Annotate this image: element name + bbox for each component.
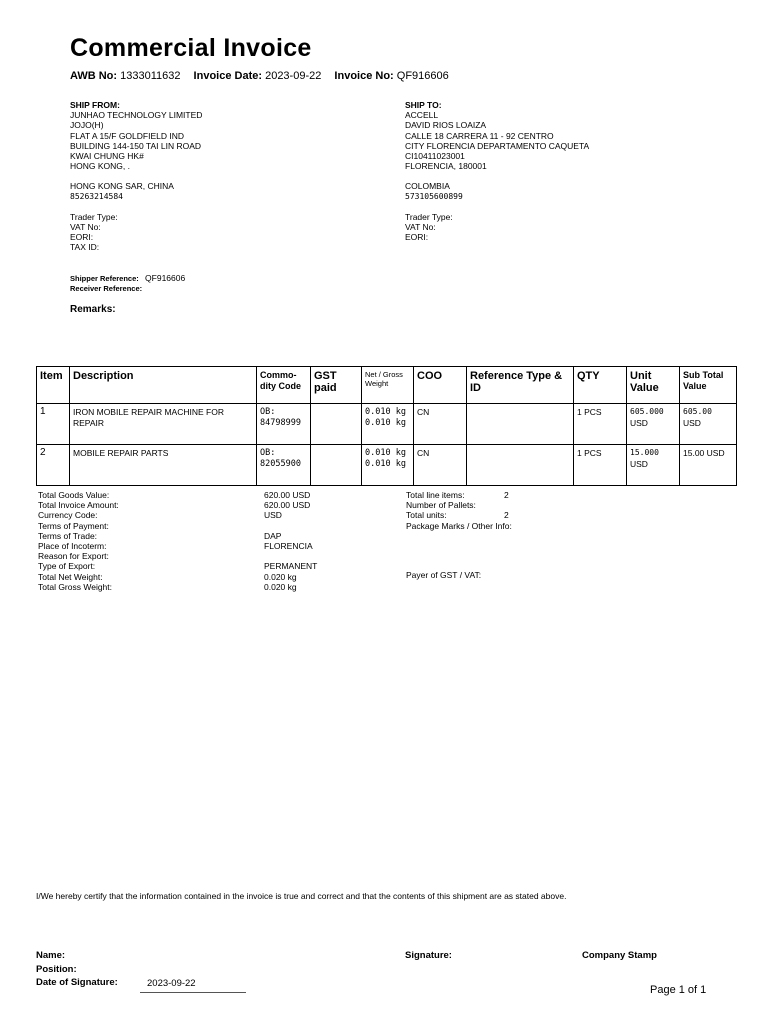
cell-description: IRON MOBILE REPAIR MACHINE FOR REPAIR <box>70 404 257 445</box>
summary-value: 620.00 USD <box>264 500 311 511</box>
summary-value <box>264 551 317 561</box>
awb-value: 1333011632 <box>120 70 181 82</box>
summary-label: Total Gross Weight: <box>38 581 113 592</box>
summary-labels <box>38 490 119 592</box>
cell-weight <box>362 404 414 445</box>
col-header-commodity-code: Commo-dity Code <box>257 367 311 404</box>
cell-coo: CN <box>414 445 467 486</box>
cell-description: MOBILE REPAIR PARTS <box>70 445 257 486</box>
ship-from-trader-type: Trader Type: <box>70 211 118 222</box>
cell-gst <box>311 445 362 486</box>
pallets-label: Number of Pallets: <box>406 500 476 511</box>
cell-item: 2 <box>37 445 70 486</box>
certification-text: I/We hereby certify that the information contained in the invoice is true and correct and that the contents of this shipment are as stated above. <box>36 891 567 901</box>
cell-unit-value <box>627 445 680 486</box>
ship-to-country: COLOMBIA <box>405 181 450 192</box>
cell-reference <box>467 445 574 486</box>
cell-qty: 1 PCS <box>574 445 627 486</box>
table-header-row <box>37 367 737 404</box>
summary-label: Terms of Trade: <box>38 530 98 541</box>
ship-to-block <box>405 100 589 242</box>
col-header-reference: Reference Type & ID <box>467 367 574 404</box>
summary-label: Type of Export: <box>38 561 96 572</box>
ship-to-vat: VAT No: <box>405 222 436 233</box>
ship-from-heading: SHIP FROM: <box>70 100 120 110</box>
summary-label: Terms of Payment: <box>38 520 109 531</box>
ship-to-phone: 573105600899 <box>405 191 463 201</box>
col-header-subtotal: Sub Total Value <box>680 367 737 404</box>
date-of-signature-value: 2023-09-22 <box>147 978 196 989</box>
ship-to-trader-type: Trader Type: <box>405 211 453 222</box>
company-stamp-label: Company Stamp <box>582 950 657 961</box>
document-title: Commercial Invoice <box>70 34 312 62</box>
ship-to-line: ACCELL <box>405 110 439 121</box>
position-label: Position: <box>36 964 77 975</box>
cell-subtotal <box>680 404 737 445</box>
summary-label: Total Net Weight: <box>38 571 103 582</box>
cell-gst <box>311 404 362 445</box>
cell-commodity-code <box>257 445 311 486</box>
cell-qty: 1 PCS <box>574 404 627 445</box>
ship-from-block <box>70 100 202 253</box>
summary-value: PERMANENT <box>264 561 318 572</box>
col-header-qty: QTY <box>574 367 627 404</box>
invoice-header-line <box>70 70 449 82</box>
col-header-description: Description <box>70 367 257 404</box>
ship-to-line: CALLE 18 CARRERA 11 - 92 CENTRO <box>405 130 554 141</box>
ship-to-line: DAVID RIOS LOAIZA <box>405 120 487 131</box>
awb-label: AWB No: <box>70 70 118 82</box>
table-row <box>37 445 737 486</box>
cell-item: 1 <box>37 404 70 445</box>
ship-to-line: CITY FLORENCIA DEPARTAMENTO CAQUETA <box>405 140 590 151</box>
col-header-weight: Net / Gross Weight <box>362 367 414 404</box>
ship-from-phone: 85263214584 <box>70 191 123 201</box>
summary-label: Total Invoice Amount: <box>38 500 119 511</box>
table-row <box>37 404 737 445</box>
ship-from-tax-id: TAX ID: <box>70 242 100 253</box>
summary-label: Place of Incoterm: <box>38 541 107 552</box>
payer-of-gst-label: Payer of GST / VAT: <box>406 570 482 580</box>
ship-from-line: KWAI CHUNG HK# <box>70 151 144 162</box>
gross-weight: 0.010 kg <box>365 458 406 469</box>
summary-value: 0.020 kg <box>264 581 297 592</box>
col-header-coo: COO <box>414 367 467 404</box>
cell-reference <box>467 404 574 445</box>
ship-from-country: HONG KONG SAR, CHINA <box>70 181 174 192</box>
cell-commodity-code <box>257 404 311 445</box>
ship-from-line: HONG KONG, . <box>70 161 130 172</box>
invoice-no-label: Invoice No: <box>334 70 394 82</box>
ship-from-line: BUILDING 144-150 TAI LIN ROAD <box>70 140 202 151</box>
unit-value: 605.000 <box>630 407 664 416</box>
shipper-reference-value: QF916606 <box>145 273 186 283</box>
summary-right-values <box>504 490 509 521</box>
name-label: Name: <box>36 950 66 961</box>
ship-from-line: JOJO(H) <box>70 120 104 131</box>
net-weight: 0.010 kg <box>365 448 406 458</box>
code-label: OB: <box>260 448 276 458</box>
date-of-signature-label: Date of Signature: <box>36 977 118 988</box>
cell-coo: CN <box>414 404 467 445</box>
summary-value <box>264 521 317 531</box>
col-header-gst-paid: GST paid <box>311 367 362 404</box>
ship-from-vat: VAT No: <box>70 222 101 233</box>
cell-subtotal <box>680 445 737 486</box>
cell-unit-value <box>627 404 680 445</box>
col-header-unit-value: Unit Value <box>627 367 680 404</box>
unit-currency: USD <box>630 458 648 469</box>
summary-value: FLORENCIA <box>264 541 313 551</box>
summary-label: Total Goods Value: <box>38 490 110 500</box>
ship-from-line: JUNHAO TECHNOLOGY LIMITED <box>70 110 203 121</box>
gross-weight: 0.010 kg <box>365 417 406 428</box>
references-block <box>70 273 185 294</box>
summary-value: USD <box>264 510 282 521</box>
ship-to-heading: SHIP TO: <box>405 100 442 110</box>
date-signature-line <box>140 992 246 993</box>
package-marks-label: Package Marks / Other Info: <box>406 520 512 531</box>
ship-to-line: FLORENCIA, 180001 <box>405 161 487 172</box>
line-items-table <box>36 366 737 486</box>
invoice-date-value: 2023-09-22 <box>265 70 322 82</box>
signature-label: Signature: <box>405 950 452 961</box>
total-line-items-value: 2 <box>504 490 509 500</box>
unit-value: 15.000 <box>630 448 659 457</box>
subtotal-value: 15.00 USD <box>683 448 725 458</box>
unit-currency: USD <box>630 417 648 428</box>
total-units-value: 2 <box>504 510 509 521</box>
cell-weight <box>362 445 414 486</box>
code-value: 84798999 <box>260 417 301 428</box>
summary-label: Reason for Export: <box>38 551 109 562</box>
ship-from-line: FLAT A 15/F GOLDFIELD IND <box>70 130 184 141</box>
shipper-reference-label: Shipper Reference: <box>70 274 139 283</box>
remarks-label: Remarks: <box>70 304 116 315</box>
summary-label: Currency Code: <box>38 510 98 521</box>
summary-values <box>264 490 317 592</box>
net-weight: 0.010 kg <box>365 407 406 417</box>
receiver-reference-label: Receiver Reference: <box>70 284 143 293</box>
ship-from-eori: EORI: <box>70 232 94 243</box>
summary-value: DAP <box>264 530 282 541</box>
code-label: OB: <box>260 407 276 417</box>
subtotal-currency: USD <box>683 417 701 428</box>
invoice-date-label: Invoice Date: <box>193 70 263 82</box>
summary-value: 620.00 USD <box>264 490 311 500</box>
summary-right-labels <box>406 490 512 531</box>
total-units-label: Total units: <box>406 510 447 521</box>
col-header-item: Item <box>37 367 70 404</box>
code-value: 82055900 <box>260 458 301 469</box>
invoice-no-value: QF916606 <box>396 70 449 82</box>
total-line-items-label: Total line items: <box>406 490 465 500</box>
ship-to-eori: EORI: <box>405 232 429 243</box>
ship-to-line: CI10411023001 <box>405 151 465 162</box>
page-number: Page 1 of 1 <box>650 984 707 996</box>
subtotal-value: 605.00 <box>683 407 712 416</box>
summary-value: 0.020 kg <box>264 571 297 582</box>
